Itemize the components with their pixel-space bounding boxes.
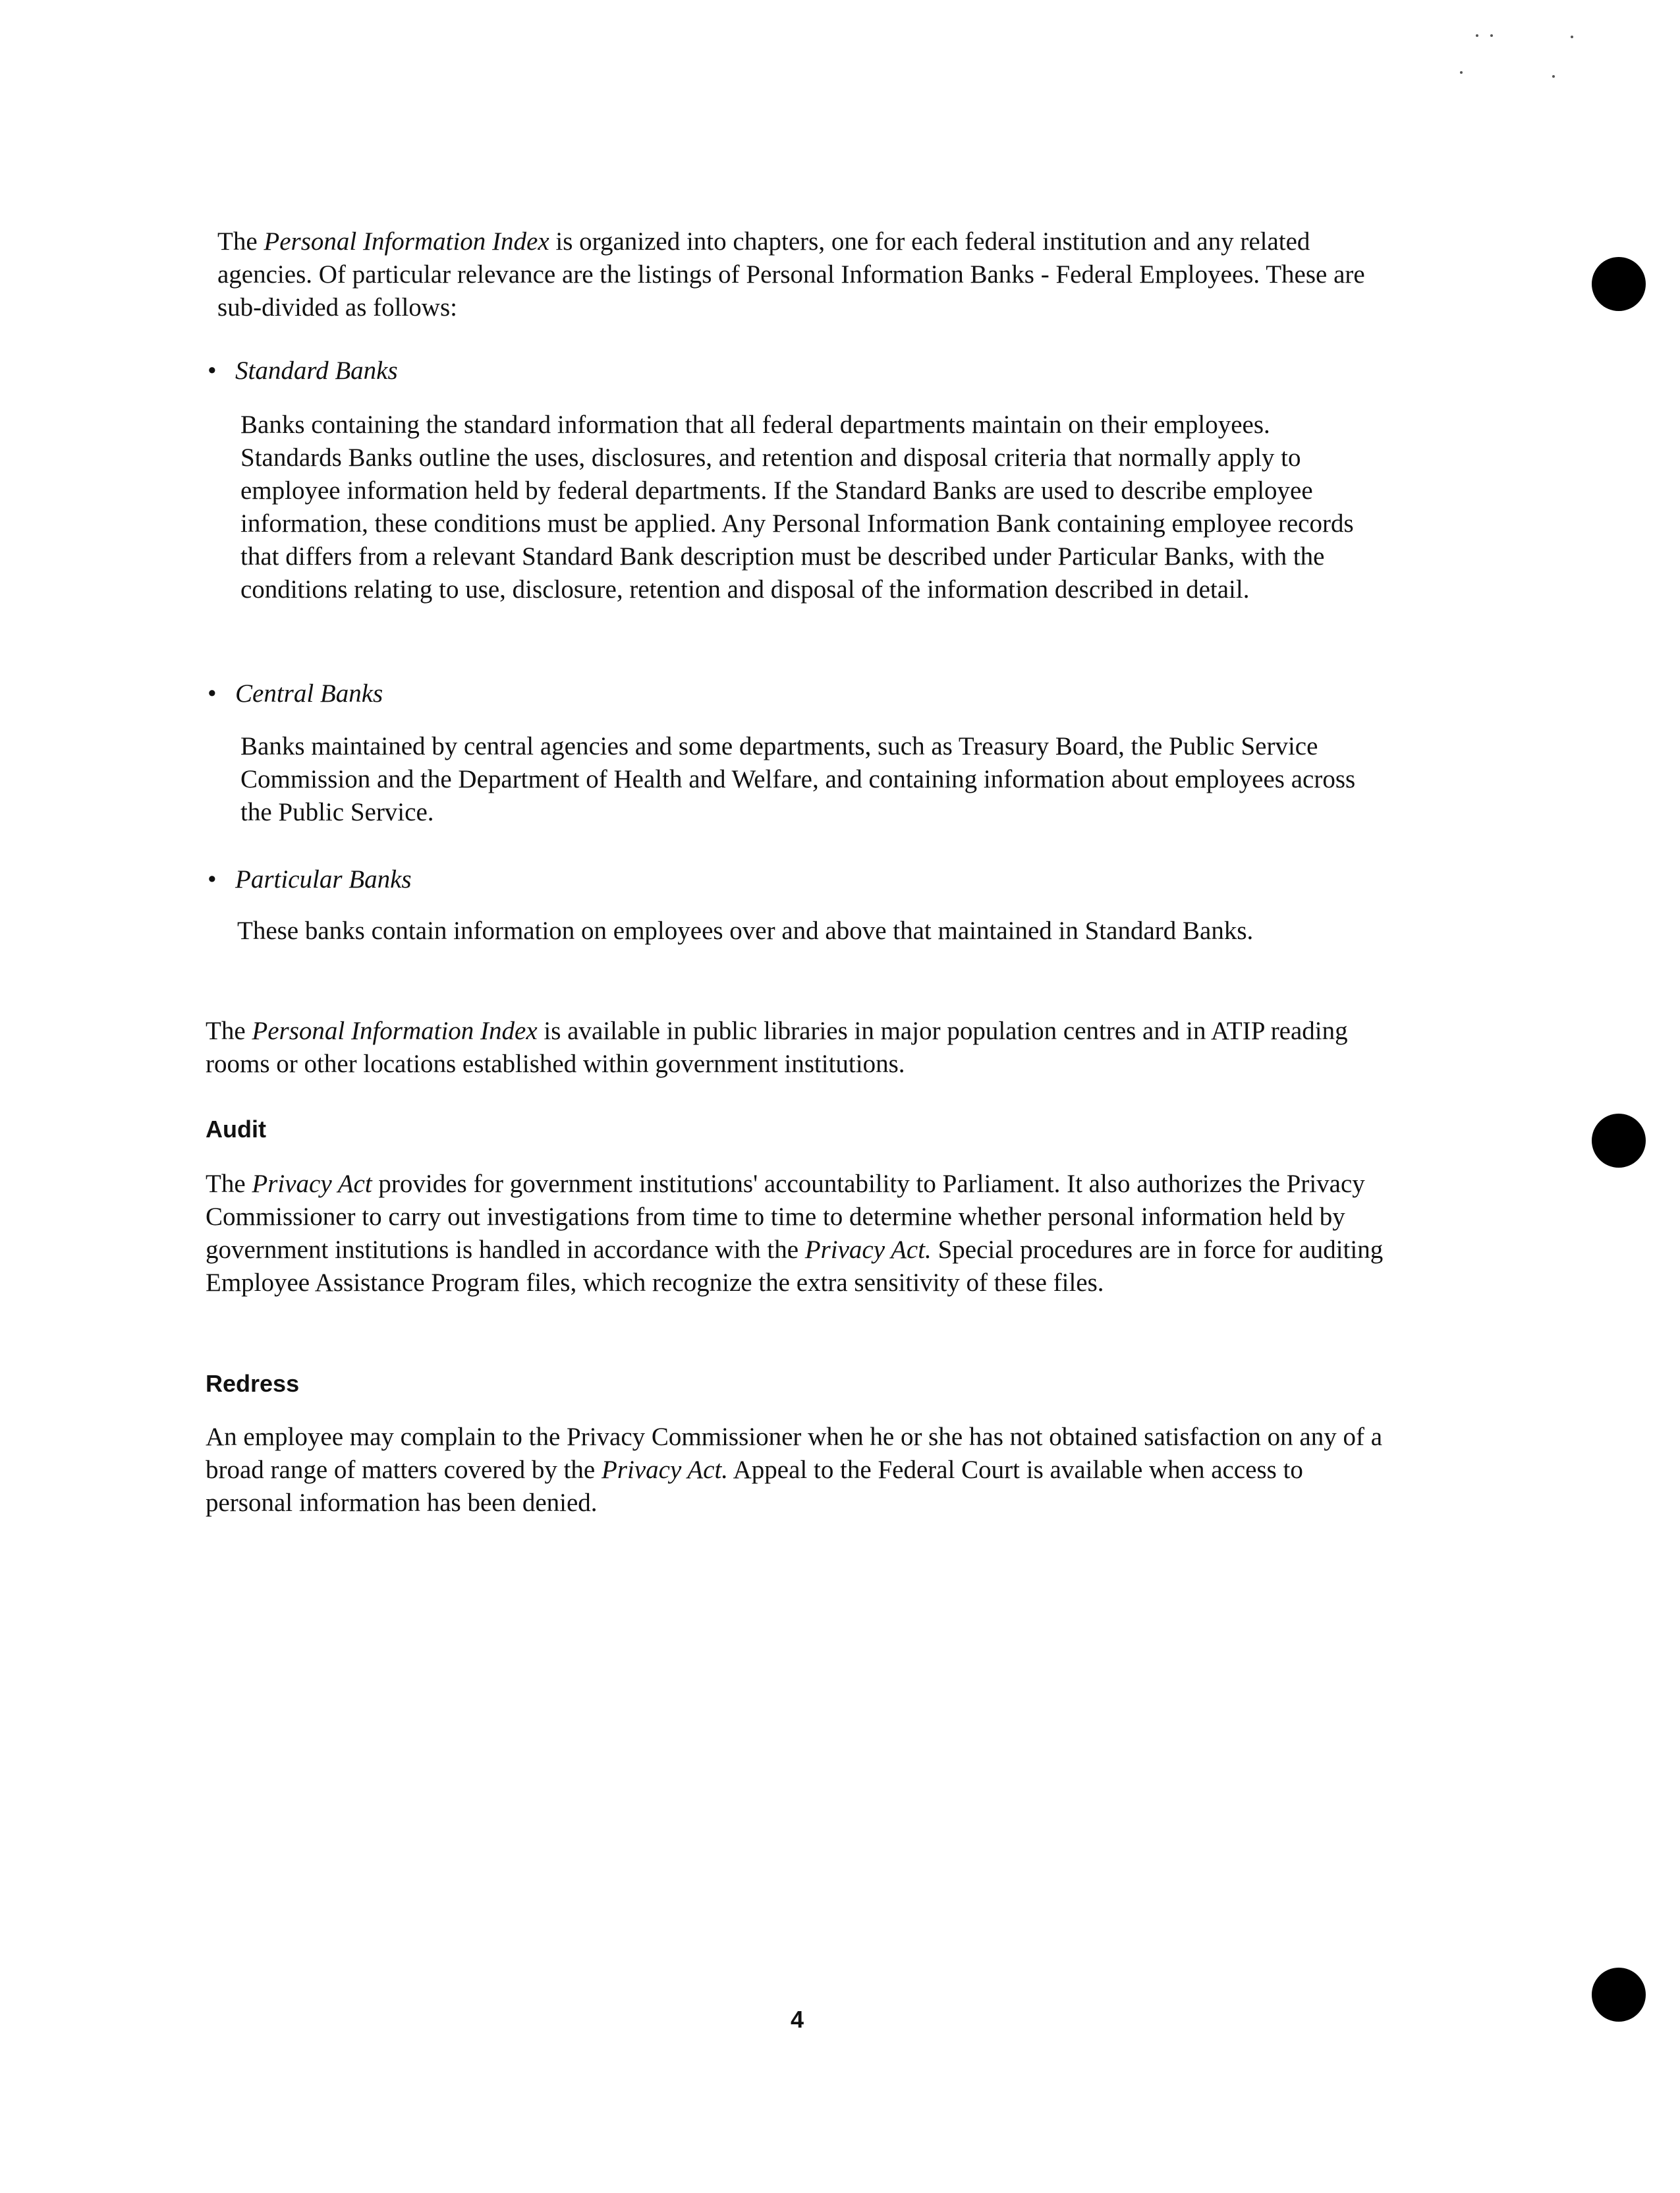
audit-paragraph bbox=[206, 1168, 1418, 1299]
redress-text-2: Appeal to the Federal Court is available when access to personal information has been denied. bbox=[206, 1456, 1303, 1517]
page-number: 4 bbox=[791, 2006, 804, 2033]
audit-heading: Audit bbox=[206, 1116, 266, 1143]
bullet-particular-banks bbox=[208, 863, 412, 896]
redress-paragraph bbox=[206, 1421, 1385, 1520]
audit-text-3: Special procedures are in force for auditing Employee Assistance Program files, which recognize the extra sensitivity of these files. bbox=[206, 1236, 1384, 1297]
availability-paragraph bbox=[206, 1015, 1405, 1081]
intro-text-1: The bbox=[217, 227, 264, 256]
scan-speck bbox=[1552, 75, 1555, 78]
redress-act-title: Privacy Act. bbox=[602, 1456, 729, 1484]
audit-text-2: provides for government institutions' accountability to Parliament. It also authorizes the Privacy Commissioner to carry out investigations from time to time to determine whether personal information held by government institutions is handled in accordance with the bbox=[206, 1170, 1365, 1264]
scan-speck bbox=[1460, 71, 1463, 74]
scan-speck bbox=[1571, 36, 1573, 38]
intro-text-2: is organized into chapters, one for each federal institution and any related agencies. Of particular relevance are the listings of Personal Information Banks - Federal Employees. These are sub-divided as follows: bbox=[217, 227, 1365, 322]
scan-speck bbox=[1476, 34, 1478, 37]
bullet-standard-banks bbox=[208, 355, 398, 387]
audit-act-title: Privacy Act bbox=[252, 1170, 372, 1198]
bullet-icon: • bbox=[208, 865, 217, 894]
redress-heading: Redress bbox=[206, 1370, 300, 1397]
central-banks-description: Banks maintained by central agencies and some departments, such as Treasury Board, the Public Service Commission and the Department of Health and Welfare, and containing information about employees across the Public Service. bbox=[240, 732, 1356, 826]
availability-index-title: Personal Information Index bbox=[252, 1017, 538, 1045]
bullet-icon: • bbox=[208, 679, 217, 708]
bullet-title: Standard Banks bbox=[235, 356, 398, 385]
particular-banks-description: These banks contain information on employees over and above that maintained in Standard Banks. bbox=[237, 917, 1254, 945]
availability-text-1: The bbox=[206, 1017, 252, 1045]
bullet-icon: • bbox=[208, 356, 217, 385]
punch-hole bbox=[1592, 257, 1646, 311]
availability-text-2: is available in public libraries in major population centres and in ATIP reading rooms or other locations established within government institutions. bbox=[206, 1017, 1348, 1078]
standard-banks-description: Banks containing the standard information that all federal departments maintain on their employees. Standards Banks outline the uses, disclosures, and retention and disposal criteria that normally apply to employee information held by federal departments. If the Standard Banks are used to describe employee information, these conditions must be applied. Any Personal Information Bank containing employee records that differs from a relevant Standard Bank description must be described under Particular Banks, with the conditions relating to use, disclosure, retention and disposal of the information described in detail. bbox=[240, 411, 1354, 604]
punch-hole bbox=[1592, 1114, 1646, 1168]
audit-act-title-2: Privacy Act. bbox=[804, 1236, 932, 1264]
punch-hole bbox=[1592, 1968, 1646, 2022]
bullet-title: Particular Banks bbox=[235, 865, 412, 894]
bullet-central-banks bbox=[208, 677, 383, 710]
scan-speck bbox=[1490, 34, 1493, 37]
intro-paragraph bbox=[217, 225, 1403, 324]
intro-index-title: Personal Information Index bbox=[264, 227, 549, 256]
bullet-title: Central Banks bbox=[235, 679, 383, 708]
redress-text-1: An employee may complain to the Privacy Commissioner when he or she has not obtained satisfaction on any of a broad range of matters covered by the bbox=[206, 1423, 1383, 1484]
audit-text-1: The bbox=[206, 1170, 252, 1198]
